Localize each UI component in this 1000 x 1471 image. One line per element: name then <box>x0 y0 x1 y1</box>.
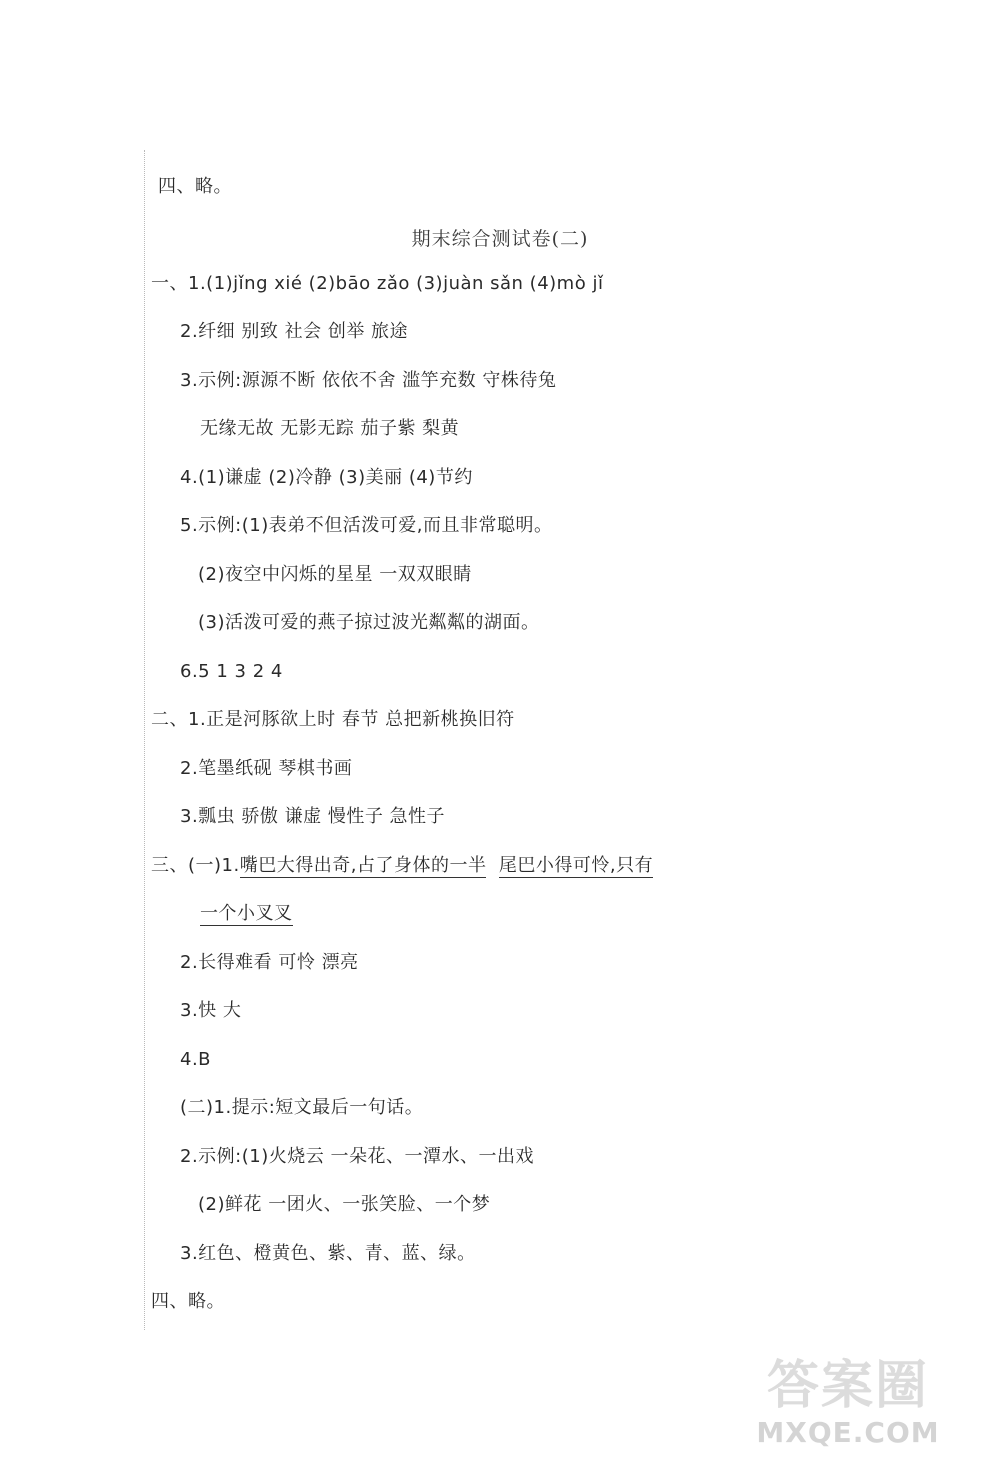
answer-1-1: 一、1.(1)jǐng xié (2)bāo zǎo (3)juàn sǎn (4)mò jǐ <box>151 273 604 294</box>
answer-3-1-underlined-c: 一个小叉叉 <box>200 903 293 924</box>
answer-3-3: 3.快 大 <box>180 1000 242 1021</box>
answer-3-2: 2.长得难看 可怜 漂亮 <box>180 952 359 973</box>
watermark-logo <box>728 1355 968 1465</box>
answer-3-1-underlined-b: 尾巴小得可怜,只有 <box>498 855 654 876</box>
answer-2-2: 2.笔墨纸砚 琴棋书画 <box>180 758 353 779</box>
answer-3-1 <box>151 854 653 878</box>
answer-1-4: 4.(1)谦虚 (2)冷静 (3)美丽 (4)节约 <box>180 467 473 488</box>
answer-1-3-cont: 无缘无故 无影无踪 茄子紫 梨黄 <box>200 418 460 439</box>
answer-2-3: 3.瓢虫 骄傲 谦虚 慢性子 急性子 <box>180 806 446 827</box>
answer-3-1-cont <box>200 902 293 926</box>
answer-3-2-2: 2.示例:(1)火烧云 一朵花、一潭水、一出戏 <box>180 1146 534 1167</box>
margin-dotted-rule <box>144 150 145 1330</box>
answer-1-5-2: (2)夜空中闪烁的星星 一双双眼睛 <box>198 564 472 585</box>
answer-3-2-2-cont: (2)鲜花 一团火、一张笑脸、一个梦 <box>198 1194 491 1215</box>
answer-3-4: 4.B <box>180 1049 212 1070</box>
answer-3-2-1: (二)1.提示:短文最后一句话。 <box>180 1097 424 1118</box>
answer-1-3: 3.示例:源源不断 依依不舍 滥竽充数 守株待兔 <box>180 370 557 391</box>
answer-1-5-3: (3)活泼可爱的燕子掠过波光粼粼的湖面。 <box>198 612 540 633</box>
answer-3-1-prefix: 三、(一)1. <box>151 855 240 876</box>
page-title: 期末综合测试卷(二) <box>411 228 589 250</box>
answer-3-1-underlined-a: 嘴巴大得出奇,占了身体的一半 <box>239 855 487 876</box>
answer-1-6: 6.5 1 3 2 4 <box>180 661 283 682</box>
watermark-text: 答案圈 <box>766 1356 929 1416</box>
section-four-heading: 四、略。 <box>158 176 232 197</box>
watermark-url: MXQE.COM <box>756 1416 940 1449</box>
answer-3-2-3: 3.红色、橙黄色、紫、青、蓝、绿。 <box>180 1243 476 1264</box>
section-four-footer: 四、略。 <box>151 1291 225 1312</box>
answer-2-1: 二、1.正是河豚欲上时 春节 总把新桃换旧符 <box>151 709 515 730</box>
answer-1-2: 2.纤细 别致 社会 创举 旅途 <box>180 321 409 342</box>
answer-1-5: 5.示例:(1)表弟不但活泼可爱,而且非常聪明。 <box>180 515 553 536</box>
